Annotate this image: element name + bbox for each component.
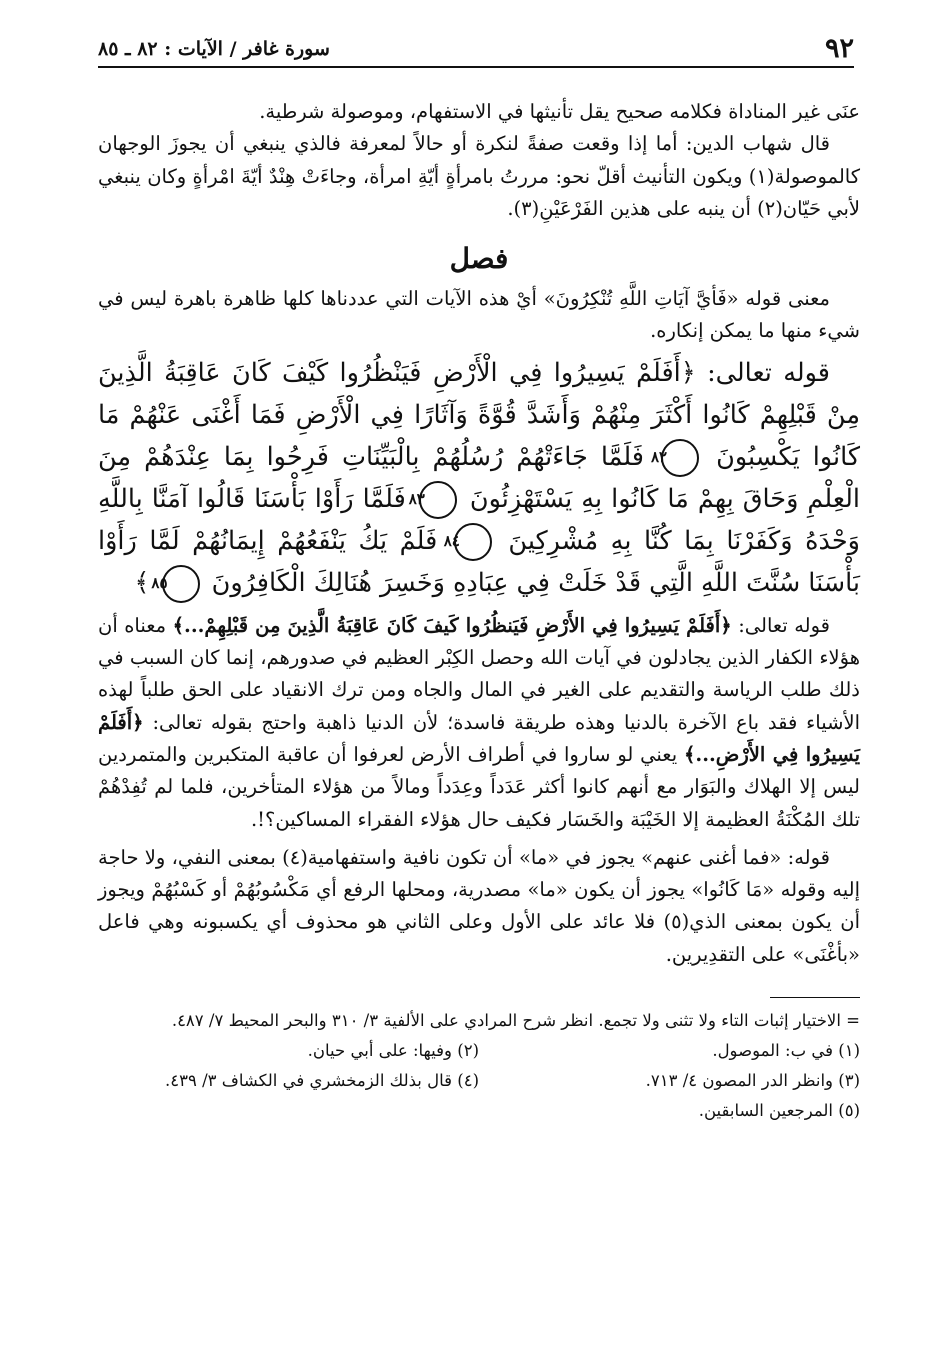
page-header [98,32,854,68]
p4-quote-2: ﴿أَفَلَمْ يَسِيرُوا فِي الأَرْضِ...﴾ [98,710,860,766]
footnote-separator [770,997,860,998]
footnote-continuation: = الاختيار إثبات التاء ولا تثنى ولا تجمع. انظر شرح المرادي على الألفية ٣/ ٣١٠ والبحر المحيط ٧/ ٤٨٧. [171,1011,860,1031]
ayah-number-83: ٨٣ [419,481,457,519]
footnote-2: (٢) وفيها: على أبي حيان. [307,1041,479,1061]
quran-intro: قوله تعالى: [707,357,830,388]
quran-verse-83: فَلَمَّا جَاءَتْهُمْ رُسُلُهُمْ بِالْبَيِّنَاتِ فَرِحُوا بِمَا عِنْدَهُمْ مِنَ الْعِلْمِ وَحَاقَ بِهِمْ مَا كَانُوا بِهِ يَسْتَهْزِئُونَ [98,441,860,514]
footnote-row-3 [98,1096,860,1126]
footnote-row-1 [98,1036,860,1066]
footnote-4: (٤) قال بذلك الزمخشري في الكشاف ٣/ ٤٣٩. [165,1071,479,1091]
page-body [98,96,860,1126]
footnote-3: (٣) وانظر الدر المصون ٤/ ٧١٣. [645,1071,860,1091]
paragraph-5: قوله: «فما أغنى عنهم» يجوز في «ما» أن تكون نافية واستفهامية(٤) بمعنى النفي، ولا حاجة إليه وقوله «مَا كَانُوا» يجوز أن يكون «ما» مصدرية، ومحلها الرفع أي مَكْسُوبُهُمْ أو كَسْبُهُمْ ويجوز أن يكون بمعنى الذي(٥) فلا عائد على الأول وعلى الثاني هو محذوف أي يكسبونه وهي فاعل «بأغْنَى» على التقدِيرين. [98,845,860,966]
footnote-5: (٥) المرجعين السابقين. [698,1101,860,1121]
ayah-number-82: ٨٢ [661,439,699,477]
running-title: سورة غافر / الآيات : ٨٢ ـ ٨٥ [98,38,330,60]
p4-commentary-2: يعني لو ساروا في أطراف الأرض لعرفوا أن عاقبة المتكبرين والمتمردين ليس إلا الهلاك والبَوَار مع أنهم كانوا أكثر عَدَداً وعِدَداً ومالاً من هؤلاء المتأخرين، فلما لم تُفِدْهُمْ تلك المُكْنَةُ العظيمة إلا الخَيْبَة والخَسَار فكيف حال هؤلاء الفقراء المساكين؟!. [98,742,860,831]
paragraph-4 [98,610,860,836]
paragraph-3: معنى قوله «فَأيَّ آيَاتِ اللَّهِ تُنْكِرُونَ» أيْ هذه الآيات التي عددناها كلها ظاهرة باهرة ليس في شيء منها ما يمكن إنكاره. [98,287,860,343]
quran-verse-84: فَلَمَّا رَأَوْا بَأْسَنَا قَالُوا آمَنَّا بِاللَّهِ وَحْدَهُ وَكَفَرْنَا بِمَا كُنَّا بِهِ مُشْرِكِينَ [98,483,860,556]
footnote-1: (١) في ب: الموصول. [712,1041,860,1061]
footnotes [98,1006,860,1126]
paragraph-1: عنَى غير المناداة فكلامه صحيح يقل تأنيثها في الاستفهام، وموصولة شرطية. [259,100,860,123]
quran-verse-82: ﴿أَفَلَمْ يَسِيرُوا فِي الْأَرْضِ فَيَنْظُرُوا كَيْفَ كَانَ عَاقِبَةُ الَّذِينَ مِنْ قَبْلِهِمْ كَانُوا أَكْثَرَ مِنْهُمْ وَأَشَدَّ قُوَّةً وَآثَارًا فِي الْأَرْضِ فَمَا أَغْنَى عَنْهُمْ مَا كَانُوا يَكْسِبُونَ [98,357,860,472]
ayah-number-85: ٨٥ [162,565,200,603]
footnote-row-2 [98,1066,860,1096]
ayah-number-84: ٨٤ [454,523,492,561]
quran-block [98,352,860,604]
quran-verse-85: فَلَمْ يَكُ يَنْفَعُهُمْ إِيمَانُهُمْ لَمَّا رَأَوْا بَأْسَنَا سُنَّتَ اللَّهِ الَّتِي قَدْ خَلَتْ فِي عِبَادِهِ وَخَسِرَ هُنَالِكَ الْكَافِرُونَ [98,525,860,598]
p4-quote-1: ﴿أَفَلَمْ يَسِيرُوا فِي الأَرْضِ فَيَنظُرُوا كَيفَ كَانَ عَاقِبَةُ الَّذِينَ مِن قَبْلِهِمْ...﴾ [172,613,732,637]
p4-commentary-1: معناه أن هؤلاء الكفار الذين يجادلون في آيات الله وحصل الكِبْر العظيم في صدورهم، إنما كان السبب في ذلك طلب الرياسة والتقديم على الغير في المال والجاه ومن ترك الانقياد على الحق طلباً لهذه الأشياء فقد باع الآخرة بالدنيا وهذه طريقة فاسدة؛ لأن الدنيا ذاهبة واحتج بقوله تعالى: [98,613,861,734]
page-number: ٩٢ [824,33,854,64]
quran-close-bracket: ﴾ [134,567,150,598]
p4-intro: قوله تعالى: [738,613,830,637]
paragraph-2: قال شهاب الدين: أما إذا وقعت صفةً لنكرة أو حالاً لمعرفة فالذي ينبغي أن يجوزَ الوجهان كالموصولة(١) ويكون التأنيث أقلّ نحو: مررتُ بامرأةٍ أيّةِ امرأة، وجاءَتْ هِنْدٌ أيّةَ امْرأةٍ وكان ينبغي لأبي حَيّان(٢) أن ينبه على هذين الفَرْعَيْنِ(٣). [98,132,860,220]
section-heading: فصل [449,242,509,276]
